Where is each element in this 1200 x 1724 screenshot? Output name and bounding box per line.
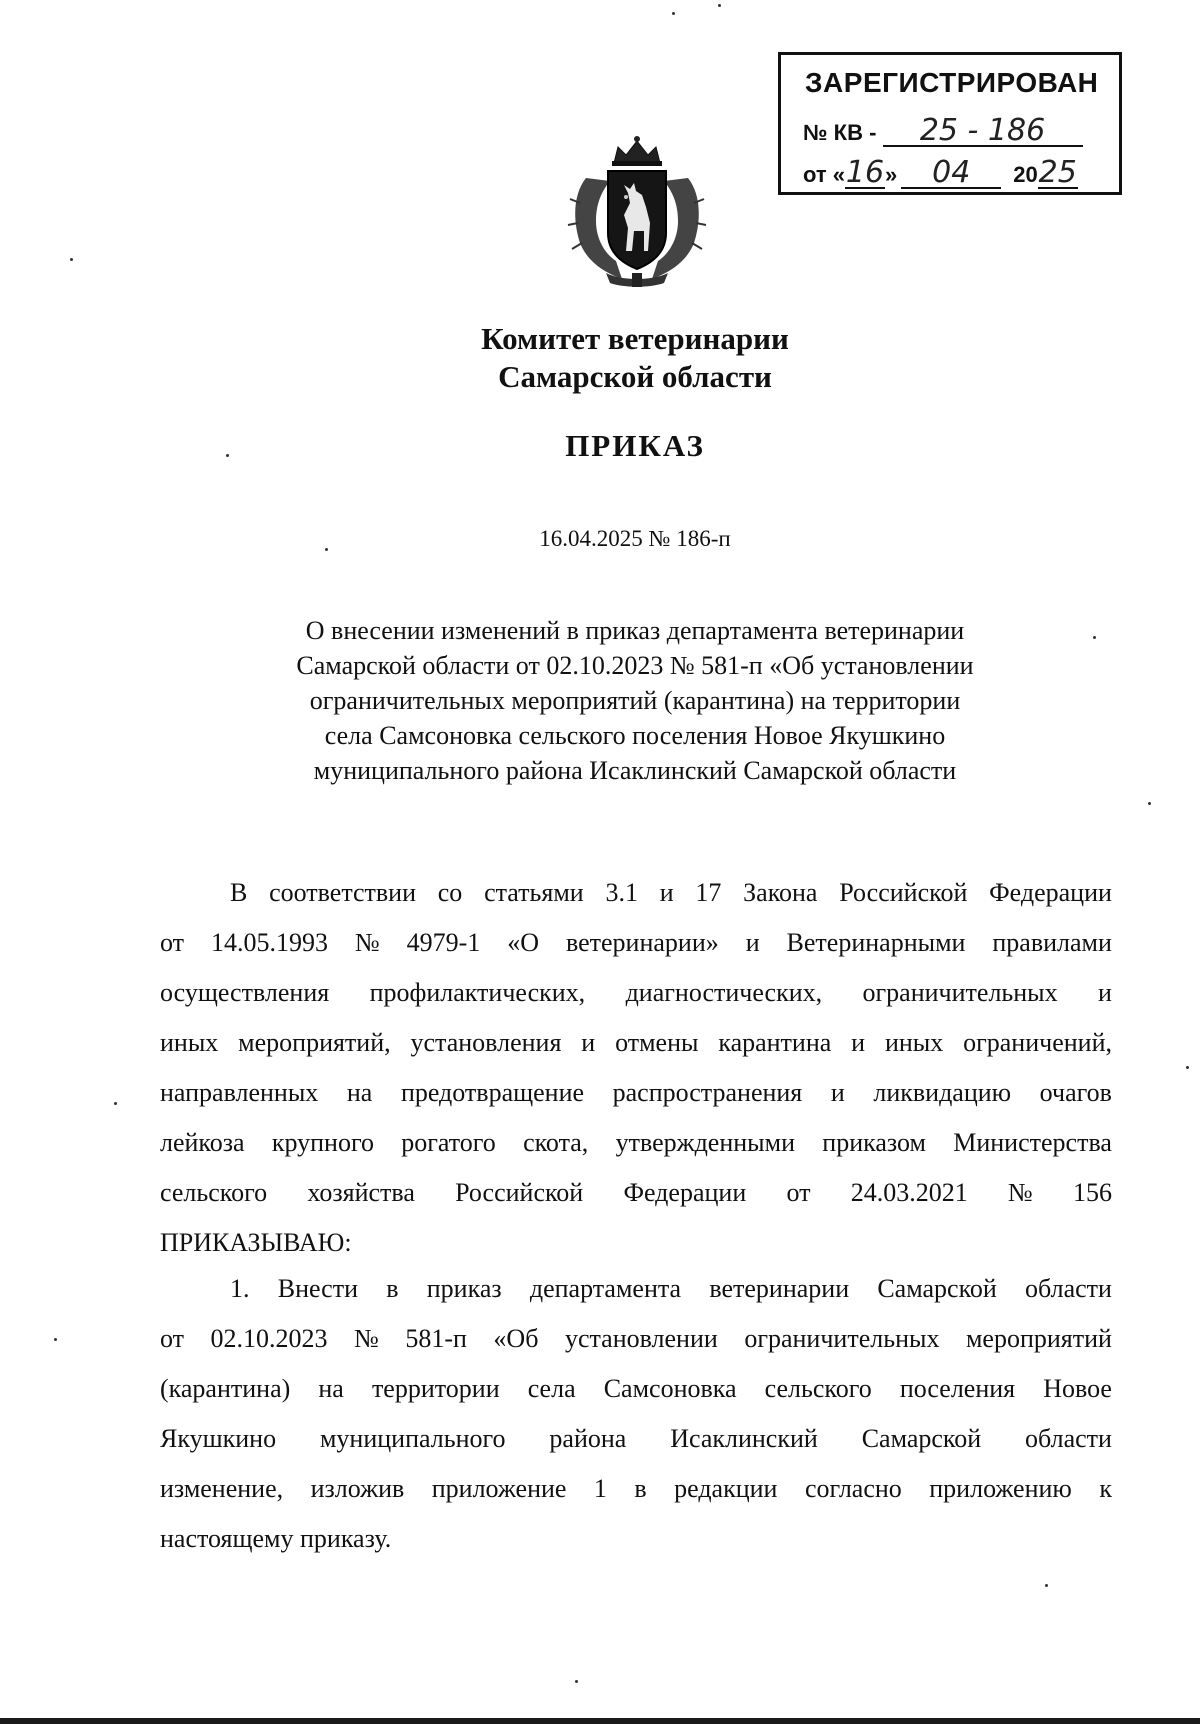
word: 14.05.1993 [210,928,328,957]
paragraph-line [160,1364,1112,1414]
scan-speck [226,454,229,457]
word: (карантина) [160,1374,291,1403]
scan-speck [718,4,721,7]
word: Ветеринарными [786,928,966,957]
preamble-paragraph [160,868,1112,1268]
paragraph-line [160,868,1112,918]
subject-line: О внесении изменений в приказ департамента ветеринарии [305,616,965,645]
word: и [581,1028,596,1057]
word: приказом [822,1128,926,1157]
word: 17 [695,878,722,907]
word: Федерации [623,1178,747,1207]
stamp-date-mid: » [885,162,898,187]
word: Министерства [953,1128,1112,1157]
word: профилактических, [369,978,586,1007]
word: «О [507,928,540,957]
subject-line: села Самсоновка сельского поселения Новое Якушкино [324,721,946,750]
samara-coat-of-arms-icon [566,133,708,288]
scan-speck [1186,1066,1189,1069]
word: 156 [1072,1178,1112,1207]
stamp-date-row [803,155,1078,190]
word: 1. [230,1274,250,1303]
word: Самарской [877,1274,997,1303]
paragraph-line [160,918,1112,968]
paragraph-line [160,1018,1112,1068]
word: очагов [1039,1078,1112,1107]
paragraph-line [160,1264,1112,1314]
word: Исаклинский [670,1424,818,1453]
word: Закона [743,878,818,907]
organization-name-line1: Комитет ветеринарии [481,321,789,356]
paragraph-line: настоящему приказу. [160,1524,392,1553]
stamp-date-year-handwritten: 25 [1038,155,1077,190]
stamp-date-prefix: от « [803,162,846,187]
word: Российской [455,1178,584,1207]
stamp-title: ЗАРЕГИСТРИРОВАН [805,67,1099,98]
word: хозяйства [307,1178,415,1207]
word: направленных [160,1078,319,1107]
word: диагностических, [625,978,823,1007]
word: и [659,878,674,907]
word: ограничительных [744,1324,940,1353]
word: в [386,1274,399,1303]
scan-speck [325,548,328,551]
stamp-number-handwritten: 25 - 186 [883,117,1083,147]
word: от [160,928,185,957]
word: района [549,1424,627,1453]
word: приложению [929,1474,1072,1503]
paragraph-line [160,1118,1112,1168]
word: иных [160,1028,219,1057]
stamp-date-day: 16 [845,155,885,190]
paragraph-line [160,1168,1112,1218]
scan-speck [54,1338,57,1341]
word: в [634,1474,647,1503]
word: Новое [1043,1374,1112,1403]
word: «Об [493,1324,539,1353]
word: согласно [804,1474,902,1503]
order-item-1 [160,1264,1112,1564]
word: соответствии [269,878,417,907]
word: сельского [764,1374,872,1403]
word: скота, [523,1128,589,1157]
word: и [830,1078,845,1107]
word: изменение, [160,1474,284,1503]
word: 24.03.2021 [850,1178,968,1207]
word: 3.1 [605,878,638,907]
word: и [851,1028,866,1057]
scan-speck [114,1102,117,1105]
order-keyword: ПРИКАЗЫВАЮ: [160,1228,352,1257]
word: установлении [564,1324,718,1353]
word: 581-п [405,1324,467,1353]
word: № [1007,1178,1033,1207]
word: 4979-1 [406,928,481,957]
word: и [1098,978,1112,1007]
word: от [786,1178,811,1207]
scan-speck [1045,1584,1048,1587]
scan-speck [575,1680,578,1683]
word: села [527,1374,576,1403]
word: ветеринарии [709,1274,850,1303]
word: ветеринарии» [565,928,719,957]
paragraph-line [160,1464,1112,1514]
word: установления [410,1028,562,1057]
subject-line: муниципального района Исаклинский Самарской области [313,756,957,785]
word: ограничительных [862,978,1058,1007]
word: Российской [839,878,968,907]
word: со [437,878,463,907]
word: и [745,928,760,957]
document-type-title: ПРИКАЗ [565,428,705,463]
word: Самарской [861,1424,982,1453]
word: отмены [615,1028,699,1057]
word: 02.10.2023 [210,1324,328,1353]
word: лейкоза [160,1128,245,1157]
word: рогатого [401,1128,496,1157]
word: распространения [612,1078,803,1107]
subject-line: ограничительных мероприятий (карантина) на территории [309,686,961,715]
word: к [1099,1474,1112,1503]
word: иных [884,1028,944,1057]
word: № [354,928,380,957]
word: Самсоновка [603,1374,737,1403]
word: Федерации [989,878,1112,907]
word: сельского [160,1178,268,1207]
paragraph-line [160,1414,1112,1464]
word: приказ [426,1274,502,1303]
word: ограничений, [963,1028,1112,1057]
word: ликвидацию [873,1078,1012,1107]
organization-name-line2: Самарской области [498,359,772,394]
stamp-number-prefix: № КВ - [803,120,877,145]
word: мероприятий, [238,1028,391,1057]
word: предотвращение [400,1078,585,1107]
word: изложив [310,1474,405,1503]
word: № [354,1324,379,1353]
word: на [346,1078,373,1107]
word: территории [371,1374,500,1403]
word: области [1025,1274,1112,1303]
document-date-number: 16.04.2025 № 186-п [539,526,731,551]
paragraph-line [160,1314,1112,1364]
scan-speck [672,12,675,15]
scan-bottom-edge [0,1718,1200,1724]
word: карантина [718,1028,832,1057]
word: правилами [992,928,1112,957]
word: крупного [271,1128,374,1157]
stamp-number-row [803,113,1083,148]
word: Якушкино [160,1424,277,1453]
scan-speck [70,258,73,261]
word: области [1025,1424,1112,1453]
word: утвержденными [615,1128,796,1157]
scan-speck [1148,802,1151,805]
word: Внести [277,1274,358,1303]
word: 1 [593,1474,607,1503]
word: от [160,1324,185,1353]
stamp-date-year-prefix: 20 [1013,162,1038,187]
word: поселения [899,1374,1016,1403]
document-subject [220,613,1050,788]
scan-speck [1093,636,1096,639]
paragraph-line [160,1068,1112,1118]
word: мероприятий [965,1324,1112,1353]
word: приложение [431,1474,567,1503]
word: департамента [529,1274,682,1303]
word: осуществления [160,978,330,1007]
word: статьями [484,878,584,907]
word: на [318,1374,344,1403]
registration-stamp [778,52,1122,195]
paragraph-line [160,968,1112,1018]
word: муниципального [319,1424,506,1453]
subject-line: Самарской области от 02.10.2023 № 581-п «Об установлении [296,651,974,680]
stamp-date-month: 04 [901,159,1001,189]
word: В [230,878,248,907]
word: редакции [674,1474,778,1503]
